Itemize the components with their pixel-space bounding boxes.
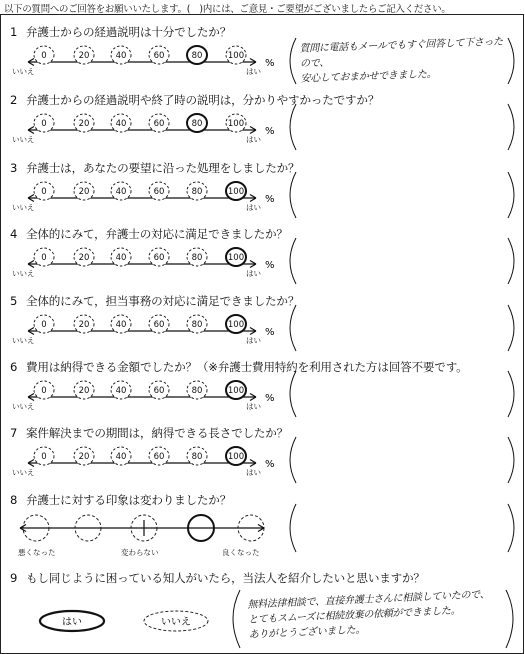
comment-bracket-right bbox=[508, 437, 514, 483]
question-text: 弁護士は，あなたの要望に沿った処理をしましたか？ bbox=[26, 161, 300, 175]
rating-scale bbox=[0, 92, 525, 158]
question-text: 案件解決までの期間は，納得できる長さでしたか？ bbox=[26, 426, 289, 440]
option-label: 60 bbox=[153, 187, 165, 197]
option-label: 60 bbox=[153, 386, 165, 396]
option-label: 100 bbox=[227, 51, 245, 61]
option-label: 60 bbox=[153, 452, 165, 462]
option-label: 60 bbox=[153, 253, 165, 263]
comment-bracket-left bbox=[290, 104, 296, 150]
option-label: 20 bbox=[78, 452, 90, 462]
option-label: 100 bbox=[227, 320, 245, 330]
comment-bracket-right bbox=[508, 238, 514, 284]
percent-sign: % bbox=[265, 393, 275, 404]
comment-bracket-right bbox=[508, 305, 514, 351]
option-label: 20 bbox=[78, 320, 90, 330]
comment-bracket-right bbox=[508, 371, 514, 417]
rating-scale bbox=[0, 160, 525, 226]
percent-sign: % bbox=[265, 327, 275, 338]
option-label: 20 bbox=[78, 386, 90, 396]
option-label: 80 bbox=[191, 320, 203, 330]
high-label: はい bbox=[246, 468, 261, 477]
comment-line: 安心しておまかせできました。 bbox=[300, 68, 437, 85]
question-9 bbox=[0, 570, 525, 654]
option-label: 80 bbox=[191, 119, 203, 129]
comment-bracket-right bbox=[508, 172, 514, 218]
low-label: いいえ bbox=[12, 67, 35, 76]
comment-bracket-right bbox=[508, 504, 514, 552]
comment-bracket-left bbox=[290, 371, 296, 417]
question-3 bbox=[0, 160, 525, 226]
option-label: 80 bbox=[191, 452, 203, 462]
comment-line: とてもスムーズに相続放棄の依頼ができました。 bbox=[247, 605, 461, 626]
question-number: 6 bbox=[10, 360, 18, 374]
option-label: 40 bbox=[115, 119, 127, 129]
option-label: 80 bbox=[191, 253, 203, 263]
question-6 bbox=[0, 359, 525, 425]
option-label: いいえ bbox=[161, 617, 191, 628]
question-7 bbox=[0, 425, 525, 491]
question-text: 弁護士に対する印象は変わりましたか？ bbox=[26, 493, 232, 507]
low-label: いいえ bbox=[12, 135, 35, 144]
impression-label: 良くなった bbox=[222, 548, 260, 557]
high-label: はい bbox=[246, 67, 261, 76]
comment-line: 質問に電話もメールでもすぐ回答して下さったので、 bbox=[299, 36, 504, 70]
comment-line: ありがとうございました。 bbox=[248, 624, 366, 641]
comment-bracket-left bbox=[290, 305, 296, 351]
option-label: 0 bbox=[41, 320, 47, 330]
percent-sign: % bbox=[265, 126, 275, 137]
question-number: 4 bbox=[10, 227, 18, 241]
percent-sign: % bbox=[265, 194, 275, 205]
option-label: 20 bbox=[78, 119, 90, 129]
option-label: 60 bbox=[153, 320, 165, 330]
option-label: 0 bbox=[41, 119, 47, 129]
question-4 bbox=[0, 226, 525, 292]
question-1 bbox=[0, 24, 525, 90]
comment-bracket-left bbox=[290, 238, 296, 284]
rating-scale bbox=[0, 226, 525, 292]
question-text: 弁護士からの経過説明や終了時の説明は，分かりやすかったですか？ bbox=[26, 93, 380, 107]
option-label: 0 bbox=[41, 253, 47, 263]
option-label: 40 bbox=[115, 51, 127, 61]
option-label: 20 bbox=[78, 253, 90, 263]
low-label: いいえ bbox=[12, 203, 35, 212]
option-label: 100 bbox=[227, 119, 245, 129]
comment-bracket-left bbox=[233, 590, 240, 648]
question-2 bbox=[0, 92, 525, 158]
option-label: 0 bbox=[41, 386, 47, 396]
high-label: はい bbox=[246, 336, 261, 345]
option-label: 100 bbox=[227, 452, 245, 462]
impression-label: 悪くなった bbox=[18, 548, 56, 557]
question-text: もし同じように困っている知人がいたら，当法人を紹介したいと思いますか？ bbox=[26, 571, 425, 585]
impression-label: 変わらない bbox=[121, 548, 159, 557]
option-label: 80 bbox=[191, 187, 203, 197]
question-5 bbox=[0, 293, 525, 359]
option-label: 100 bbox=[227, 253, 245, 263]
comment-bracket-left bbox=[290, 172, 296, 218]
comment-line: 無料法律相談で、直接弁護士さんに相談していたので、 bbox=[247, 589, 490, 611]
question-text: 弁護士からの経過説明は十分でしたか？ bbox=[26, 25, 232, 39]
high-label: はい bbox=[246, 203, 261, 212]
option-label: 40 bbox=[115, 452, 127, 462]
option-label: 100 bbox=[227, 386, 245, 396]
option-label: 40 bbox=[115, 253, 127, 263]
question-number: 7 bbox=[10, 426, 18, 440]
question-number: 2 bbox=[10, 93, 18, 107]
high-label: はい bbox=[246, 135, 261, 144]
high-label: はい bbox=[246, 269, 261, 278]
option-label: 40 bbox=[115, 320, 127, 330]
option-label: 100 bbox=[227, 187, 245, 197]
question-number: 8 bbox=[10, 493, 18, 507]
low-label: いいえ bbox=[12, 336, 35, 345]
comment-bracket-left bbox=[290, 504, 296, 552]
low-label: いいえ bbox=[12, 468, 35, 477]
question-number: 3 bbox=[10, 161, 18, 175]
option-label: 40 bbox=[115, 386, 127, 396]
option-label: 80 bbox=[191, 51, 203, 61]
question-number: 1 bbox=[10, 25, 18, 39]
rating-scale bbox=[0, 293, 525, 359]
comment-bracket-right bbox=[508, 104, 514, 150]
intro-text: 以下の質問へのご回答をお願いいたします。( )内には、ご意見・ご要望がございましたらご記入ください。 bbox=[4, 4, 451, 15]
percent-sign: % bbox=[265, 58, 275, 69]
option-label: 60 bbox=[153, 119, 165, 129]
option-label: 40 bbox=[115, 187, 127, 197]
high-label: はい bbox=[246, 402, 261, 411]
option-label: 60 bbox=[153, 51, 165, 61]
question-text: 費用は納得できる金額でしたか？（※弁護士費用特約を利用された方は回答不要です。 bbox=[26, 360, 468, 374]
comment-text bbox=[299, 34, 510, 86]
comment-bracket-left bbox=[290, 38, 296, 84]
question-text: 全体的にみて，担当事務の対応に満足できましたか？ bbox=[26, 294, 300, 308]
option-label: はい bbox=[62, 617, 82, 628]
rating-scale bbox=[0, 425, 525, 491]
option-label: 80 bbox=[191, 386, 203, 396]
comment-bracket-left bbox=[290, 437, 296, 483]
question-number: 5 bbox=[10, 294, 18, 308]
impression-scale bbox=[0, 492, 525, 562]
question-8 bbox=[0, 492, 525, 562]
low-label: いいえ bbox=[12, 402, 35, 411]
option-label: 20 bbox=[78, 187, 90, 197]
option-label: 0 bbox=[41, 187, 47, 197]
option-label: 0 bbox=[41, 452, 47, 462]
option-label: 20 bbox=[78, 51, 90, 61]
percent-sign: % bbox=[265, 260, 275, 271]
low-label: いいえ bbox=[12, 269, 35, 278]
question-number: 9 bbox=[10, 571, 18, 585]
question-text: 全体的にみて，弁護士の対応に満足できましたか？ bbox=[26, 227, 288, 241]
rating-scale bbox=[0, 359, 525, 425]
option-label: 0 bbox=[41, 51, 47, 61]
percent-sign: % bbox=[265, 459, 275, 470]
